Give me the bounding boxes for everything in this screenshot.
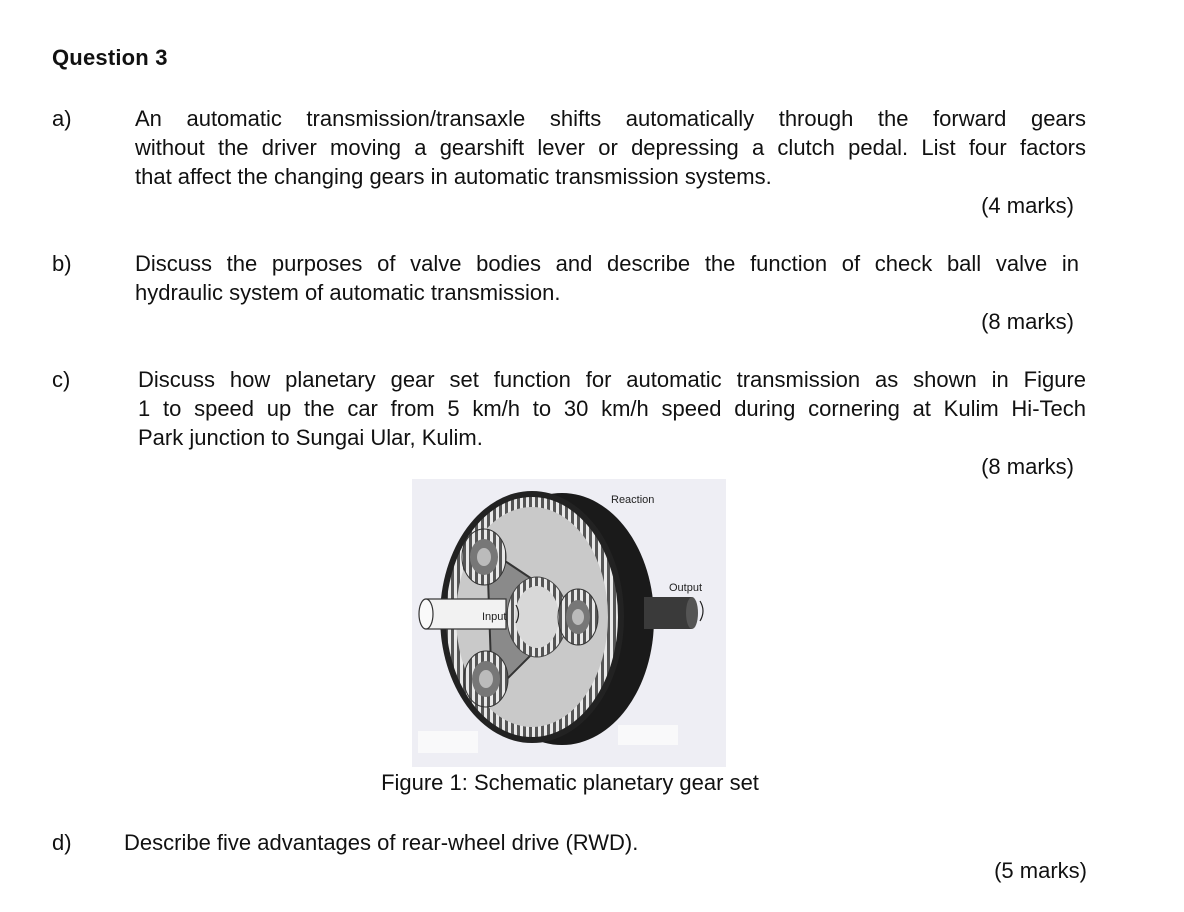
input-label: Input [482,611,507,623]
planet-gear-bottom [464,651,508,707]
question-a-label: a) [52,106,72,131]
reaction-label: Reaction [611,494,655,506]
question-a-text [135,104,1086,191]
question-b-line-1: Discuss the purposes of valve bodies and describe the function of check ball valve in [135,251,1079,276]
figure-caption: Figure 1: Schematic planetary gear set [381,770,759,795]
planetary-gear-figure [412,479,726,767]
question-a-line-1: An automatic transmission/transaxle shifts automatically through the forward gears [135,106,1086,131]
question-b-label: b) [52,251,72,276]
question-c-marks: (8 marks) [981,454,1074,479]
question-c-line-2: 1 to speed up the car from 5 km/h to 30 km/h speed during cornering at Kulim Hi-Tech [138,396,1086,421]
question-c-line-1: Discuss how planetary gear set function for automatic transmission as shown in Figure [138,367,1086,392]
question-c-line-3: Park junction to Sungai Ular, Kulim. [138,425,483,450]
question-d-text: Describe five advantages of rear-wheel drive (RWD). [124,830,639,855]
question-d-marks: (5 marks) [994,858,1087,883]
question-b-line-2: hydraulic system of automatic transmission. [135,280,561,305]
question-d-label: d) [52,830,72,855]
output-label: Output [669,582,703,594]
question-b-text [135,249,1079,307]
question-c-label: c) [52,367,71,392]
figure-smudge [618,725,678,745]
planet-gear-top [462,529,506,585]
figure-smudge [418,731,478,753]
question-a-marks: (4 marks) [981,193,1074,218]
planet-gear-right [558,589,598,645]
question-b-marks: (8 marks) [981,309,1074,334]
question-heading: Question 3 [52,45,168,70]
sun-gear-hub [515,586,559,648]
question-c-text [138,365,1086,452]
question-a-line-2: without the driver moving a gearshift lever or depressing a clutch pedal. List four factors [135,135,1086,160]
planetary-gear-diagram [412,479,726,767]
output-shaft [644,597,703,629]
question-a-line-3: that affect the changing gears in automatic transmission systems. [135,164,772,189]
